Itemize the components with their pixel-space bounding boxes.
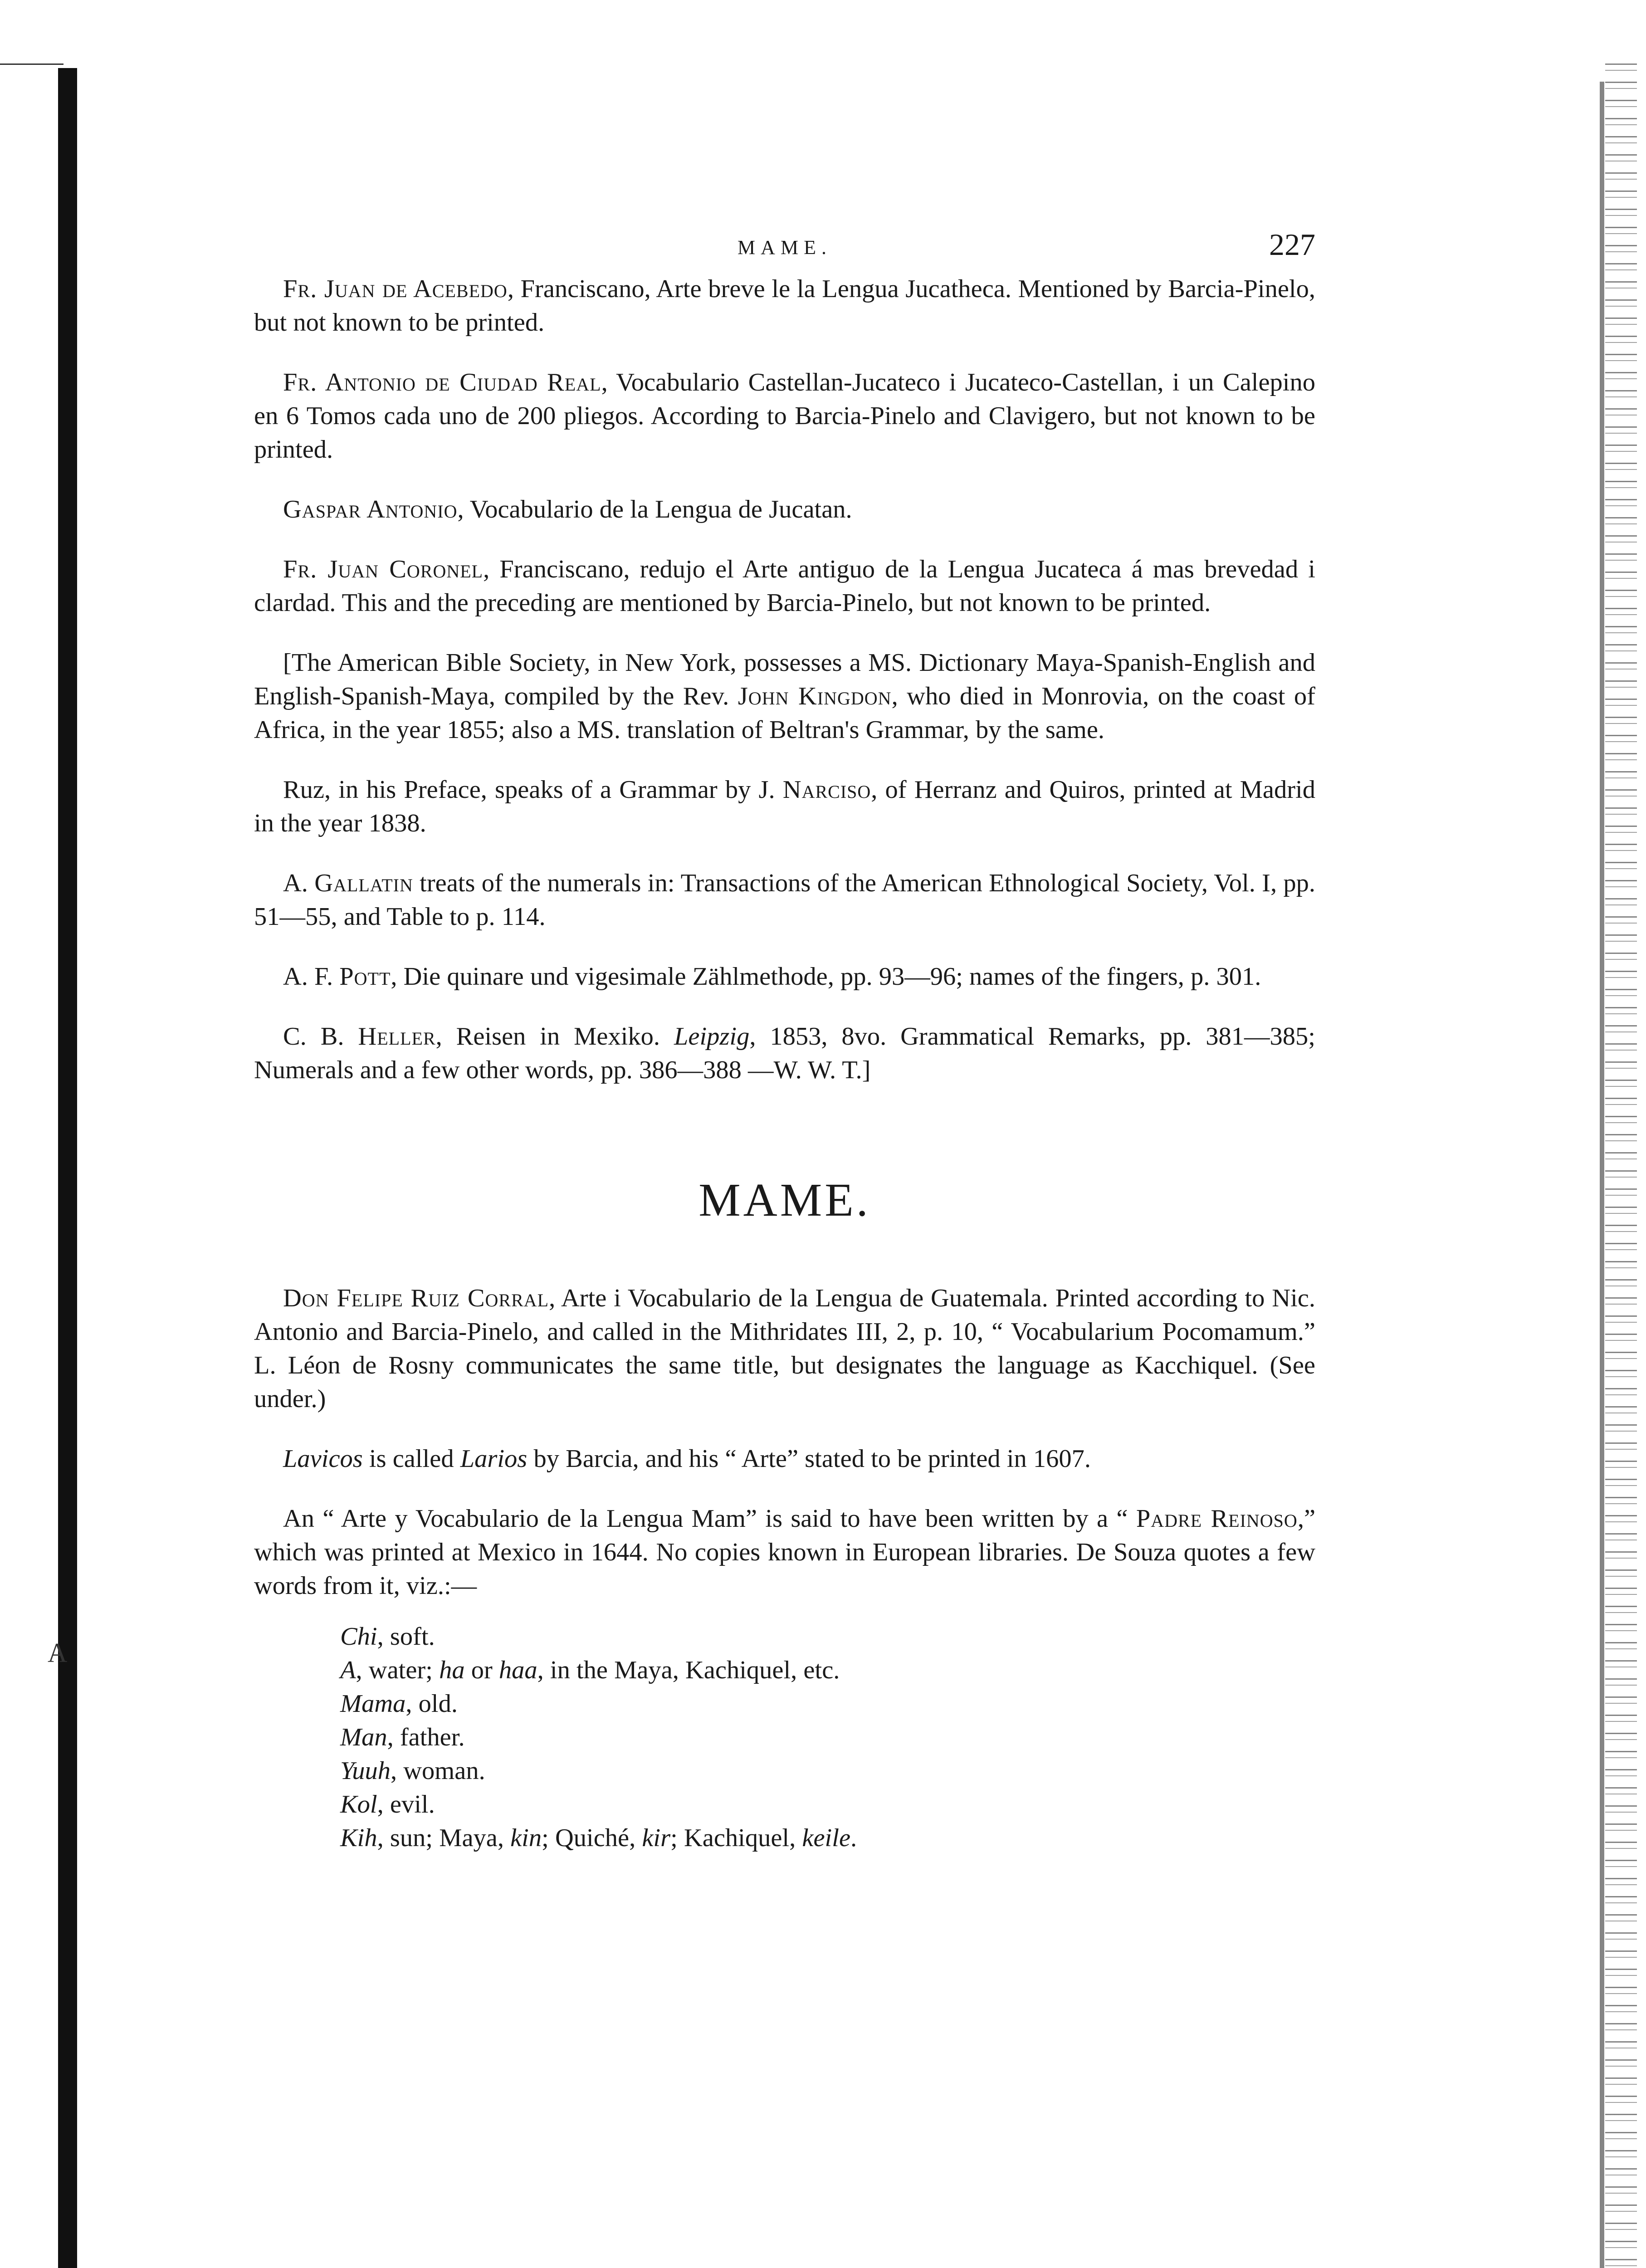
note-text: An “ Arte y Vocabulario de la Lengua Mam” is said to have been written by a “ [283, 1505, 1136, 1533]
note-pott [254, 960, 1315, 993]
entry-text: , Vocabulario Castellan-Jucateco i Jucateco-Castellan, i un Calepino en 6 Tomos cada uno de 200 pliegos. According to Barcia-Pinelo and Clavigero, but not known to be printed. [254, 368, 1315, 464]
list-item [340, 1620, 1315, 1653]
gloss: , soft. [377, 1623, 435, 1651]
list-item [340, 1788, 1315, 1821]
name-variant: Larios [460, 1445, 528, 1473]
entry-ciudad-real [254, 366, 1315, 466]
gloss: , in the Maya, Kachiquel, etc. [537, 1656, 840, 1684]
page-number: 227 [1269, 227, 1315, 262]
author-initials: C. B. [283, 1022, 358, 1051]
headword: Yuuh [340, 1757, 391, 1785]
gloss: , evil. [377, 1790, 435, 1818]
section-heading: MAME. [698, 1174, 871, 1226]
author-name: Fr. Juan Coronel [283, 555, 484, 583]
author-name: Gaspar Antonio [283, 495, 458, 523]
gloss: , father. [387, 1723, 465, 1751]
entry-acebedo [254, 272, 1315, 339]
running-title: MAME. [738, 236, 832, 259]
author-name: Pott [339, 963, 391, 991]
note-bible-society [254, 646, 1315, 747]
list-item [340, 1754, 1315, 1788]
scan-top-rule [0, 64, 63, 65]
gloss: ; Quiché, [542, 1824, 642, 1852]
cognate: keile [802, 1824, 851, 1852]
gloss: , old. [405, 1690, 458, 1718]
author-initials: A. F. [283, 963, 340, 991]
headword: Kih [340, 1824, 377, 1852]
author-name: Gallatin [314, 869, 413, 897]
binding-shadow [58, 68, 77, 2268]
list-item [340, 1721, 1315, 1754]
note-text: by Barcia, and his “ Arte” stated to be printed in 1607. [527, 1445, 1091, 1473]
note-text: , Reisen in Mexiko. [435, 1022, 674, 1051]
list-item [340, 1687, 1315, 1721]
note-text: is called [362, 1445, 460, 1473]
running-head [254, 222, 1315, 272]
gloss: or [464, 1656, 499, 1684]
headword: Mama [340, 1690, 406, 1718]
note-text: [The American Bible Society, in New York, possesses a MS. Dictionary Maya-Spanish-English and English-Spanish-Maya, compiled by the Rev. [254, 649, 1315, 710]
author-initials: A. [283, 869, 315, 897]
note-text: , who died in Monrovia, on the coast of Africa, in the year 1855; also a MS. translation of Beltran's Grammar, by the same. [254, 682, 1315, 744]
cognate: kin [510, 1824, 542, 1852]
note-text: , Die quinare und vigesimale Zählmethode, pp. 93—96; names of the fingers, p. 301. [391, 963, 1261, 991]
author-name: Narciso [782, 776, 871, 804]
gloss: , water; [356, 1656, 440, 1684]
entry-coronel [254, 552, 1315, 620]
list-item [340, 1653, 1315, 1687]
headword: Chi [340, 1623, 377, 1651]
note-heller [254, 1020, 1315, 1087]
author-name: Heller [358, 1022, 436, 1051]
headword: A [340, 1656, 356, 1684]
author-name: Fr. Juan de Acebedo [283, 275, 508, 303]
entry-text: , Franciscano, Arte breve le la Lengua Jucatheca. Mentioned by Barcia-Pinelo, but not known to be printed. [254, 275, 1315, 337]
entry-gaspar-antonio [254, 493, 1315, 526]
note-ruz [254, 773, 1315, 840]
entry-corral [254, 1281, 1315, 1416]
author-name: Padre Reinoso [1136, 1505, 1298, 1533]
author-name: Don Felipe Ruiz Corral [283, 1284, 549, 1312]
cognate: kir [642, 1824, 671, 1852]
author-name: Fr. Antonio de Ciudad Real [283, 368, 601, 396]
headword: Man [340, 1723, 387, 1751]
note-gallatin [254, 866, 1315, 934]
list-item [340, 1821, 1315, 1855]
cognate: ha [439, 1656, 465, 1684]
page-edge-line [1600, 82, 1604, 2268]
gloss: . [850, 1824, 857, 1852]
entry-text: , Arte i Vocabulario de la Lengua de Guatemala. Printed according to Nic. Antonio and Barcia-Pinelo, and called in the Mithridates III, 2, p. 10, “ Vocabularium Pocomamum.” L. Léon de Rosny communicates the same title, but designates the language as Kacchiquel. (See under.) [254, 1284, 1315, 1413]
cognate: haa [498, 1656, 537, 1684]
page-body [254, 222, 1315, 1855]
gloss: , sun; Maya, [377, 1824, 511, 1852]
note-text: , of Herranz and Quiros, printed at Madrid in the year 1838. [254, 776, 1316, 837]
margin-mark-left: A [48, 1638, 68, 1668]
note-text: ,” which was printed at Mexico in 1644. No copies known in European libraries. De Souza quotes a few words from it, viz.:— [254, 1505, 1316, 1600]
entry-text: , Vocabulario de la Lengua de Jucatan. [457, 495, 852, 523]
note-text: treats of the numerals in: Transactions of the American Ethnological Society, Vol. I, pp. 51—55, and Table to p. 114. [254, 869, 1315, 931]
note-text: Ruz, in his Preface, speaks of a Grammar by J. [283, 776, 783, 804]
gloss: , woman. [391, 1757, 485, 1785]
word-list [340, 1620, 1315, 1855]
note-lavicos [254, 1442, 1315, 1476]
name-variant: Lavicos [283, 1445, 363, 1473]
note-arte-mam [254, 1502, 1315, 1603]
place-name: Leipzig [674, 1022, 750, 1051]
page-edge-right [1605, 64, 1637, 2268]
entry-text: , Franciscano, redujo el Arte antiguo de la Lengua Jucateca á mas brevedad i clardad. This and the preceding are mentioned by Barcia-Pinelo, but not known to be printed. [254, 555, 1315, 617]
author-name: John Kingdon [738, 682, 892, 710]
gloss: ; Kachiquel, [670, 1824, 802, 1852]
note-text: , 1853, 8vo. Grammatical Remarks, pp. 381—385; Numerals and a few other words, pp. 386—388 —W. W. T.] [254, 1022, 1315, 1084]
headword: Kol [340, 1790, 377, 1818]
